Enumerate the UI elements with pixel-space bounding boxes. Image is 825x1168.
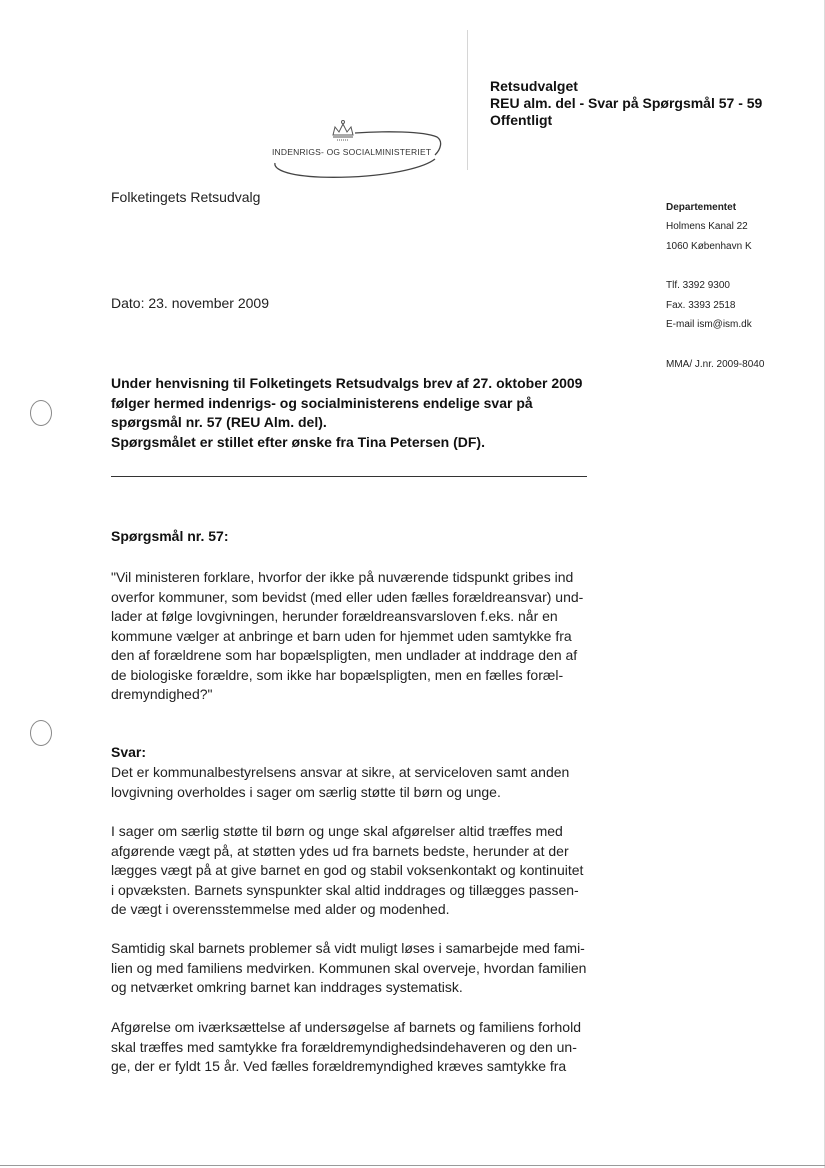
question-line: den af forældrene som har bopælspligten, men undlader at inddrage den af [111,647,578,663]
document-date: Dato: 23. november 2009 [111,295,269,311]
intro-paragraph [111,374,582,452]
email: E-mail ism@ism.dk [666,319,752,330]
question-line: dremyndighed?" [111,686,213,702]
case-reference: MMA/ J.nr. 2009-8040 [666,359,765,370]
phone: Tlf. 3392 9300 [666,280,730,291]
intro-line: Spørgsmålet er stillet efter ønske fra Tina Petersen (DF). [111,433,485,450]
intro-line: spørgsmål nr. 57 (REU Alm. del). [111,414,327,430]
question-line: overfor kommuner, som bevidst (med eller uden fælles forældreansvar) und- [111,588,584,605]
intro-line: følger hermed indenrigs- og socialministerens endelige svar på [111,394,533,411]
department-address [666,217,752,256]
header-line: Retsudvalget [490,78,578,94]
question-line: "Vil ministeren forklare, hvorfor der ikke på nuværende tidspunkt gribes ind [111,569,574,585]
answer-line: I sager om særlig støtte til børn og unge skal afgørelser altid træffes med [111,823,563,839]
answer-line: lien og med familiens medvirken. Kommunen skal overveje, hvordan familien [111,959,587,976]
address-line: 1060 København K [666,240,752,252]
header-divider [467,30,468,170]
answer-paragraph-4 [111,1018,601,1077]
answer-line: Afgørelse om iværksættelse af undersøgelse af barnets og familiens forhold [111,1019,581,1035]
answer-line: afgørende vægt på, at støtten ydes ud fra barnets bedste, herunder at der [111,842,569,859]
fax: Fax. 3393 2518 [666,299,736,311]
punch-hole-mark [30,720,52,746]
logo-text: INDENRIGS- OG SOCIALMINISTERIET [272,147,432,157]
answer-title: Svar: [111,744,147,760]
question-title: Spørgsmål nr. 57: [111,528,229,544]
section-divider [111,476,587,477]
scan-edge-bottom [0,1165,825,1166]
header-line: Offentligt [490,112,553,128]
answer-line: ge, der er fyldt 15 år. Ved fælles forældremyndighed kræves samtykke fra [111,1058,567,1074]
answer-line: Det er kommunalbestyrelsens ansvar at sikre, at serviceloven samt anden [111,764,570,780]
answer-paragraph-1 [111,763,601,802]
intro-line: Under henvisning til Folketingets Retsudvalgs brev af 27. oktober 2009 [111,375,583,391]
answer-line: skal træffes med samtykke fra forældremyndighedsindehaveren og den un- [111,1038,577,1055]
answer-line: lovgivning overholdes i sager om særlig støtte til børn og unge. [111,783,501,800]
answer-line: lægges vægt på at give barnet en god og stabil voksenkontakt og kontinuitet [111,862,584,878]
answer-paragraph-2 [111,822,601,920]
question-line: kommune vælger at anbringe et barn uden for hjemmet uden samtykke fra [111,627,572,644]
document-header [490,78,762,129]
answer-line: i opvæksten. Barnets synspunkter skal altid inddrages og tillægges passen- [111,881,579,898]
header-line: REU alm. del - Svar på Spørgsmål 57 - 59 [490,95,763,111]
department-contact [666,276,752,335]
question-text [111,568,601,705]
question-line: lader at følge lovgivningen, herunder forældreansvarsloven f.eks. når en [111,608,558,624]
department-name: Departementet [666,202,737,213]
recipient: Folketingets Retsudvalg [111,189,261,205]
answer-line: og netværket omkring barnet kan inddrages systematisk. [111,979,463,995]
answer-line: Samtidig skal barnets problemer så vidt muligt løses i samarbejde med fami- [111,940,585,956]
answer-line: de vægt i overensstemmelse med alder og modenhed. [111,901,450,917]
question-line: de biologiske forældre, som ikke har bopælspligten, men en fælles foræl- [111,666,564,683]
punch-hole-mark [30,400,52,426]
logo-swoosh-bottom [275,159,435,177]
address-line: Holmens Kanal 22 [666,221,748,232]
answer-paragraph-3 [111,939,601,998]
crown-icon [333,121,353,141]
